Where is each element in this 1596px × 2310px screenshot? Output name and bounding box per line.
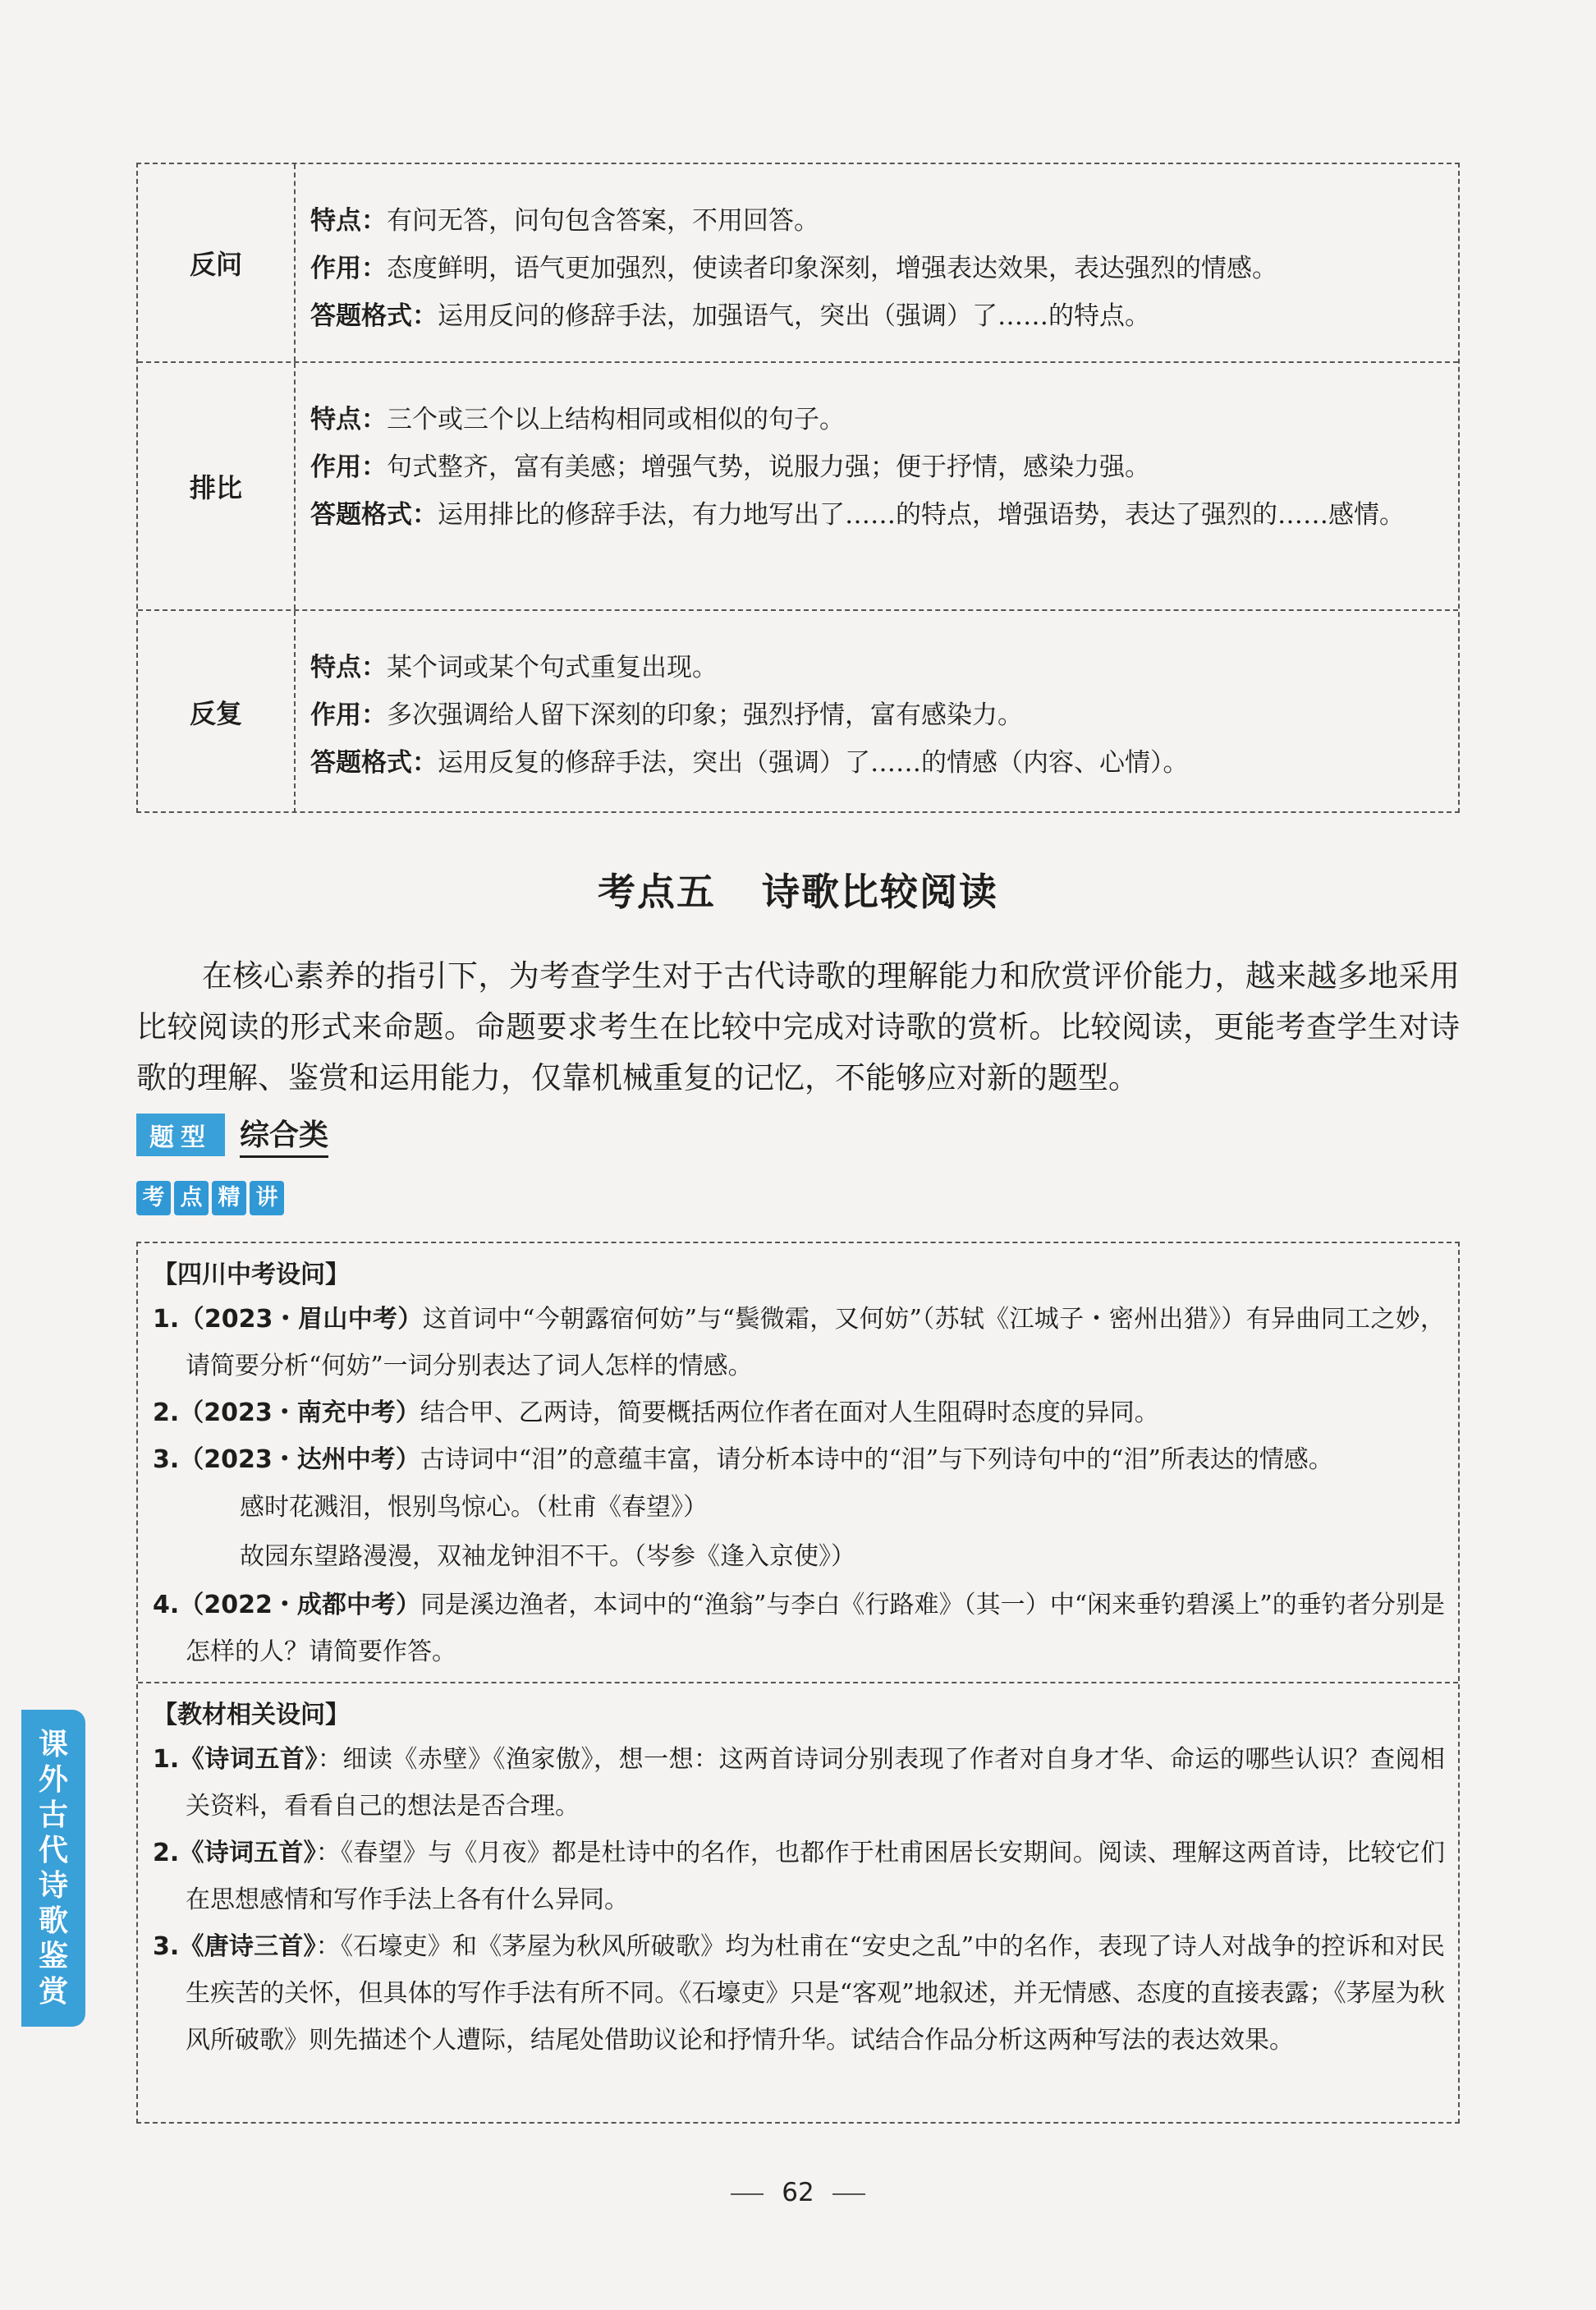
rhetoric-name: 反复 bbox=[138, 611, 296, 813]
textbook-questions bbox=[138, 1683, 1458, 2124]
side-chapter-tab: 课 外 古 代 诗 歌 鉴 赏 bbox=[21, 1710, 85, 2027]
list-item: 3.（2023・达州中考）古诗词中“泪”的意蕴丰富，请分析本诗中的“泪”与下列诗句中的“泪”所表达的情感。 bbox=[153, 1445, 1333, 1474]
answer-format-line: 答题格式：运用反复的修辞手法，突出（强调）了……的情感（内容、心情）。 bbox=[310, 748, 1189, 778]
page-number: 62 bbox=[0, 2178, 1596, 2207]
list-item: 2.（2023・南充中考）结合甲、乙两诗，简要概括两位作者在面对人生阻碍时态度的异同。 bbox=[153, 1398, 1159, 1427]
function-line: 作用：多次强调给人留下深刻的印象；强烈抒情，富有感染力。 bbox=[310, 700, 1023, 730]
section-heading bbox=[0, 862, 1596, 916]
list-item: 1.《诗词五首》：细读《赤壁》《渔家傲》，想一想：这两首诗词分别表现了作者对自身才华、命运的哪些认识？查阅相关资料，看看自己的想法是否合理。 bbox=[153, 1745, 1446, 1821]
feature-line: 特点：三个或三个以上结构相同或相似的句子。 bbox=[310, 405, 845, 434]
sichuan-questions bbox=[138, 1243, 1458, 1683]
intro-paragraph: 在核心素养的指引下，为考查学生对于古代诗歌的理解能力和欣赏评价能力，越来越多地采用比较阅读的形式来命题。命题要求考生在比较中完成对诗歌的赏析。比较阅读，更能考查学生对诗歌的理解、鉴赏和运用能力，仅靠机械重复的记忆，不能够应对新的题型。 bbox=[136, 958, 1460, 1095]
rhetoric-body bbox=[296, 164, 1458, 361]
question-type-tag: 题型 bbox=[136, 1114, 225, 1156]
questions-box bbox=[136, 1242, 1460, 2124]
section-number: 考点五 bbox=[598, 870, 716, 914]
rhetoric-body bbox=[296, 611, 1458, 813]
question-type-name: 综合类 bbox=[240, 1112, 328, 1158]
function-line: 作用：句式整齐，富有美感；增强气势，说服力强；便于抒情，感染力强。 bbox=[310, 452, 1150, 482]
list-item: 4.（2022・成都中考）同是溪边渔者，本词中的“渔翁”与李白《行路难》（其一）中“闲来垂钓碧溪上”的垂钓者分别是怎样的人？请简要作答。 bbox=[153, 1591, 1445, 1666]
function-line: 作用：态度鲜明，语气更加强烈，使读者印象深刻，增强表达效果，表达强烈的情感。 bbox=[310, 254, 1277, 283]
question-type bbox=[136, 1112, 328, 1158]
kaodian-jingjiang-badge: 考 点 精 讲 bbox=[136, 1181, 284, 1215]
textbook-heading: 【教材相关设问】 bbox=[153, 1701, 350, 1729]
feature-line: 特点：有问无答，问句包含答案，不用回答。 bbox=[310, 206, 819, 236]
rhetoric-table bbox=[136, 163, 1460, 813]
rhetoric-name: 排比 bbox=[138, 363, 296, 609]
list-item: 1.（2023・眉山中考）这首词中“今朝露宿何妨”与“鬓微霜，又何妨”（苏轼《江城子・密州出猎》）有异曲同工之妙，请简要分析“何妨”一词分别表达了词人怎样的情感。 bbox=[153, 1305, 1445, 1380]
poem-line: 感时花溅泪，恨别鸟惊心。（杜甫《春望》） bbox=[240, 1493, 708, 1522]
list-item: 2.《诗词五首》：《春望》与《月夜》都是杜诗中的名作，也都作于杜甫困居长安期间。阅读、理解这两首诗，比较它们在思想感情和写作手法上各有什么异同。 bbox=[153, 1839, 1445, 1914]
feature-line: 特点：某个词或某个句式重复出现。 bbox=[310, 653, 718, 682]
rhetoric-name: 反问 bbox=[138, 164, 296, 361]
answer-format-line: 答题格式：运用排比的修辞手法，有力地写出了……的特点，增强语势，表达了强烈的……感情。 bbox=[310, 500, 1405, 530]
list-item: 3.《唐诗三首》：《石壕吏》和《茅屋为秋风所破歌》均为杜甫在“安史之乱”中的名作，表现了诗人对战争的控诉和对民生疾苦的关怀，但具体的写作手法有所不同。《石壕吏》只是“客观”地叙述，并无情感、态度的直接表露；《茅屋为秋风所破歌》则先描述个人遭际，结尾处借助议论和抒情升华。试结合作品分析这两种写法的表达效果。 bbox=[153, 1932, 1445, 2055]
table-row bbox=[138, 611, 1458, 813]
poem-line: 故园东望路漫漫，双袖龙钟泪不干。（岑参《逢入京使》） bbox=[240, 1542, 855, 1571]
answer-format-line: 答题格式：运用反问的修辞手法，加强语气，突出（强调）了……的特点。 bbox=[310, 301, 1150, 331]
table-row bbox=[138, 164, 1458, 363]
table-row bbox=[138, 363, 1458, 611]
section-title: 诗歌比较阅读 bbox=[762, 870, 998, 914]
rhetoric-body bbox=[296, 363, 1458, 609]
sichuan-heading: 【四川中考设问】 bbox=[153, 1261, 350, 1289]
